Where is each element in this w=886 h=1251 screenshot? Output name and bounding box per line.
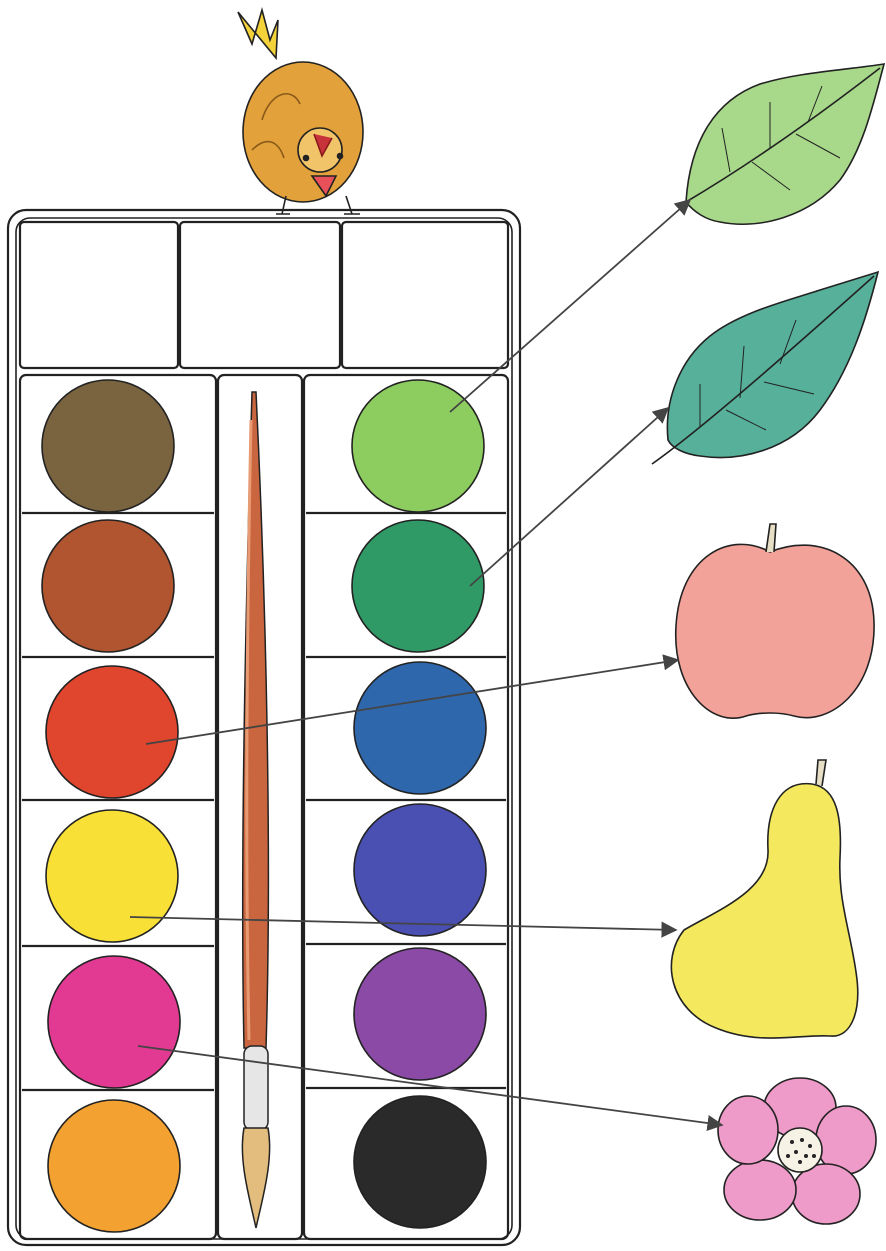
arrow-light-green-to-leaf <box>450 200 690 412</box>
left-paint-orange <box>48 1100 180 1232</box>
leaf-light-green <box>686 64 884 224</box>
left-paint-yellow <box>46 810 178 942</box>
left-paint-red <box>46 666 178 798</box>
bird <box>238 10 363 214</box>
leaf-teal <box>652 272 878 464</box>
right-paint-purple <box>354 948 486 1080</box>
left-paint-brown-olive <box>42 380 174 512</box>
left-paint-magenta <box>48 956 180 1088</box>
flower <box>718 1078 876 1224</box>
empty-compartment <box>20 222 178 368</box>
empty-compartment <box>342 222 508 368</box>
right-paint-blue <box>354 662 486 794</box>
left-paint-brown-sienna <box>42 520 174 652</box>
apple <box>676 524 874 718</box>
right-paint-indigo <box>354 804 486 936</box>
arrow-teal-to-leaf <box>470 408 668 586</box>
left-paint-column <box>42 380 180 1232</box>
right-paint-teal-green <box>352 520 484 652</box>
right-paint-column <box>352 380 486 1228</box>
pear <box>671 760 857 1038</box>
empty-compartment <box>180 222 340 368</box>
right-paint-black <box>354 1096 486 1228</box>
paintbrush <box>242 392 269 1228</box>
